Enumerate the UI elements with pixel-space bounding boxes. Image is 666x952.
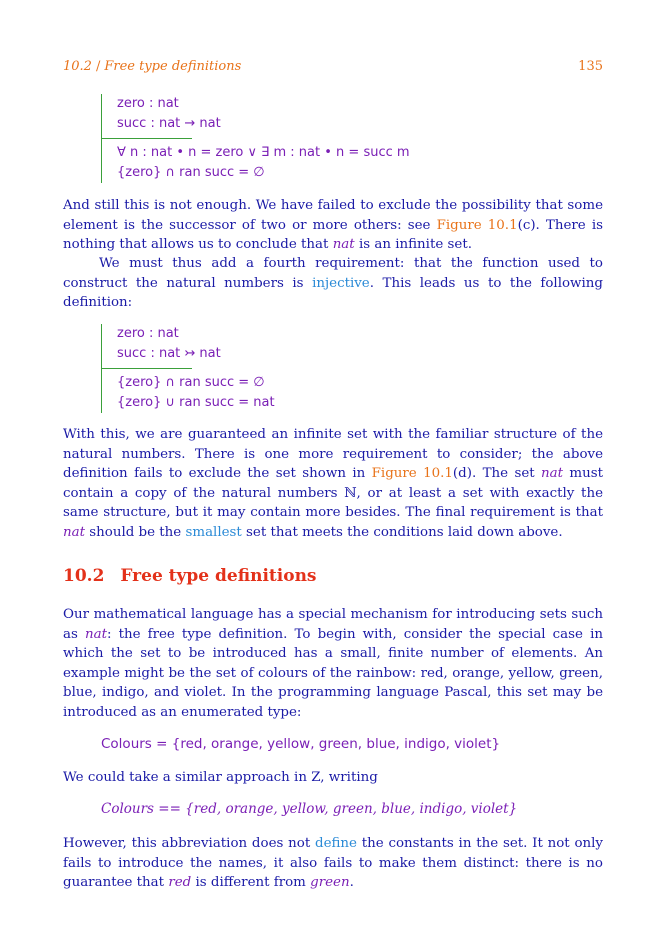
page-number: 135 <box>578 59 603 74</box>
running-head-section: 10.2 <box>63 59 92 74</box>
running-head <box>63 59 603 74</box>
var-nat: nat <box>84 626 107 642</box>
paragraph-3-text-4: should be the <box>85 524 186 540</box>
paragraph-2-text: We must thus add a fourth requirement: that the function used to construct the natural numbers is <box>63 256 603 291</box>
paragraph-4-text-2: : the free type definition. To begin with, consider the special case in which the set to be introduced has a small, finite number of elements. An example might be the set of colours of the rainbow: red, orange, yellow, green, blue, indigo, and violet. In the programming language Pascal, this set may be introduced as an enumerated type: <box>63 626 603 720</box>
paragraph-2-text-2: . This leads us to the following definition: <box>63 275 603 310</box>
var-nat: nat <box>541 466 564 481</box>
paragraph-5 <box>63 768 603 788</box>
schema1-declaration-succ: succ : nat → nat <box>117 116 221 131</box>
paragraph-3-text-5: set that meets the conditions laid down above. <box>241 524 563 540</box>
axiomatic-schema-2 <box>101 324 275 413</box>
schema1-declaration-zero: zero : nat <box>117 96 179 111</box>
paragraph-6-text: However, this abbreviation does not <box>63 836 315 851</box>
section-number: 10.2 <box>63 566 105 586</box>
paragraph-4-text: Our mathematical language has a special mechanism for introducing sets such as <box>63 607 603 642</box>
paragraph-1 <box>63 196 603 255</box>
paragraph-1-text: And still this is not enough. We have failed to exclude the possibility that some element is the successor of two or more others: see <box>63 198 603 233</box>
schema1-divider <box>102 138 192 139</box>
schema1-predicate-2: {zero} ∩ ran succ = ∅ <box>117 165 265 180</box>
schema2-declaration-zero: zero : nat <box>117 326 179 341</box>
z-abbreviation-definition: Colours == {red, orange, yellow, green, blue, indigo, violet} <box>101 801 518 817</box>
term-link-injective[interactable]: injective <box>312 275 370 291</box>
var-nat: nat <box>332 237 355 252</box>
paragraph-6-text-3: is different from <box>191 875 311 890</box>
term-link-smallest[interactable]: smallest <box>185 524 242 540</box>
term-link-define[interactable]: define <box>315 836 357 851</box>
paragraph-3-text-3: must contain a copy of the natural numbers ℕ, or at least a set with exactly the same structure, but it may contain more besides. The final requirement is that <box>63 466 603 520</box>
figure-link-10-1c[interactable]: Figure 10.1 <box>436 217 518 233</box>
var-red: red <box>168 875 192 890</box>
schema2-declaration-succ: succ : nat ↣ nat <box>117 346 221 361</box>
schema2-divider <box>102 368 192 369</box>
var-green: green <box>310 875 350 890</box>
paragraph-5-text: We could take a similar approach in Z, writing <box>63 770 378 785</box>
paragraph-6 <box>63 834 603 893</box>
schema2-predicate-2: {zero} ∪ ran succ = nat <box>117 395 275 410</box>
var-nat: nat <box>63 524 85 540</box>
running-head-title: Free type definitions <box>104 59 242 74</box>
paragraph-6-text-2: the constants in the set. It not only fails to introduce the names, it also fails to make them distinct: there is no guarantee that <box>63 836 603 890</box>
paragraph-6-text-4: . <box>349 875 354 890</box>
paragraph-2 <box>63 254 603 313</box>
pascal-enumerated-type: Colours = {red, orange, yellow, green, blue, indigo, violet} <box>101 736 501 752</box>
schema1-predicate-1: ∀ n : nat • n = zero ∨ ∃ m : nat • n = succ m <box>117 145 410 160</box>
section-heading <box>63 566 317 586</box>
axiomatic-schema-1 <box>101 94 410 183</box>
paragraph-1-text-3: is an infinite set. <box>354 237 472 252</box>
paragraph-4 <box>63 605 603 722</box>
section-title: Free type definitions <box>120 566 317 586</box>
paragraph-3-text: With this, we are guaranteed an infinite set with the familiar structure of the natural numbers. There is one more requirement to consider; the above definition fails to exclude the set shown in <box>63 427 603 481</box>
paragraph-1-text-2: (c). There is nothing that allows us to conclude that <box>63 217 603 252</box>
paragraph-3-text-2: (d). The set <box>452 466 542 481</box>
paragraph-3 <box>63 425 603 542</box>
figure-link-10-1d[interactable]: Figure 10.1 <box>371 466 453 481</box>
schema2-predicate-1: {zero} ∩ ran succ = ∅ <box>117 375 265 390</box>
running-head-separator: / <box>95 59 101 74</box>
